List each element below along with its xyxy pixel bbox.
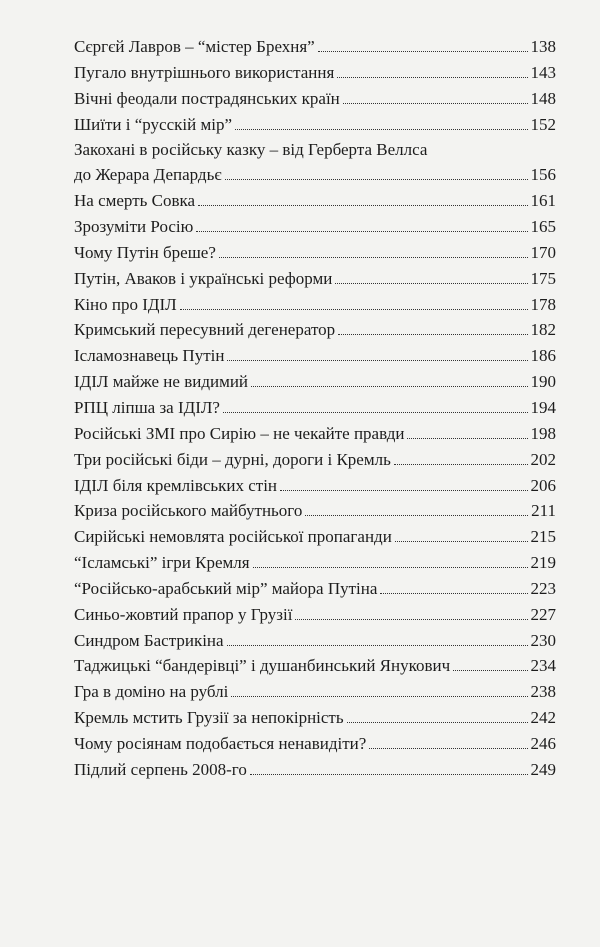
dot-leader: [253, 567, 528, 568]
toc-entry: [74, 268, 556, 289]
toc-entry-line: [74, 423, 556, 444]
toc-entry: [74, 630, 556, 651]
toc-entry: [74, 655, 556, 676]
toc-entry-page-number: 170: [530, 242, 556, 262]
toc-entry-title-line1: Закохані в російську казку – від Герберта Веллса: [74, 140, 428, 160]
toc-entry-line: [74, 475, 556, 496]
toc-entry: [74, 707, 556, 728]
toc-entry-page-number: 211: [531, 501, 556, 521]
toc-entry-line: [74, 526, 556, 547]
toc-entry-title: Чому росіянам подобається ненавидіти?: [74, 733, 367, 753]
toc-entry-line: [74, 345, 556, 366]
toc-entry-title: Підлий серпень 2008-го: [74, 759, 247, 779]
toc-entry: [74, 423, 556, 444]
toc-entry-line: [74, 733, 556, 754]
toc-entry-title: Синьо-жовтий прапор у Грузії: [74, 604, 293, 624]
toc-entry-title: Синдром Бастрикіна: [74, 630, 224, 650]
dot-leader: [337, 77, 527, 78]
toc-entry-page-number: 234: [530, 656, 556, 676]
toc-entry-line: [74, 397, 556, 418]
toc-entry: [74, 88, 556, 109]
dot-leader: [219, 257, 528, 258]
dot-leader: [295, 619, 527, 620]
toc-entry-line: [74, 294, 556, 315]
toc-entry-title: до Жерара Депардьє: [74, 165, 222, 185]
toc-entry-page-number: 215: [530, 527, 556, 547]
toc-entry-page-number: 190: [530, 372, 556, 392]
dot-leader: [251, 386, 527, 387]
toc-entry-page-number: 175: [530, 268, 556, 288]
dot-leader: [198, 205, 527, 206]
toc-entry-title: Таджицькі “бандерівці” і душанбинський Янукович: [74, 656, 451, 676]
toc-entry-page-number: 230: [530, 630, 556, 650]
toc-entry-title: РПЦ ліпша за ІДІЛ?: [74, 397, 220, 417]
toc-entry: [74, 139, 556, 185]
toc-entry: [74, 319, 556, 340]
dot-leader: [231, 696, 527, 697]
toc-entry-page-number: 219: [530, 553, 556, 573]
toc-entry-title: “Ісламські” ігри Кремля: [74, 553, 250, 573]
dot-leader: [235, 129, 528, 130]
toc-entry: [74, 190, 556, 211]
toc-entry: [74, 475, 556, 496]
toc-entry-title: “Російсько-арабський мір” майора Путіна: [74, 578, 378, 598]
toc-entry: [74, 733, 556, 754]
toc-entry-title: Путін, Аваков і українські реформи: [74, 268, 333, 288]
dot-leader: [395, 541, 528, 542]
toc-entry-title: Кіно про ІДІЛ: [74, 294, 177, 314]
table-of-contents: [74, 36, 556, 785]
toc-entry: [74, 36, 556, 57]
dot-leader: [369, 748, 527, 749]
toc-entry: [74, 371, 556, 392]
toc-entry-title: Чому Путін бреше?: [74, 242, 216, 262]
toc-entry: [74, 62, 556, 83]
toc-entry-line: [74, 655, 556, 676]
toc-entry: [74, 242, 556, 263]
dot-leader: [250, 774, 528, 775]
toc-entry-title: ІДІЛ майже не видимий: [74, 372, 249, 392]
toc-entry-page-number: 182: [530, 320, 556, 340]
dot-leader: [227, 360, 527, 361]
toc-entry-title: Пугало внутрішнього використання: [74, 62, 335, 82]
toc-entry-line: [74, 88, 556, 109]
dot-leader: [394, 464, 528, 465]
toc-entry: [74, 552, 556, 573]
dot-leader: [225, 179, 528, 180]
toc-entry-page-number: 249: [530, 759, 556, 779]
dot-leader: [407, 438, 527, 439]
toc-entry-title: ІДІЛ біля кремлівських стін: [74, 475, 278, 495]
dot-leader: [453, 670, 527, 671]
toc-entry-page-number: 242: [530, 708, 556, 728]
toc-entry: [74, 578, 556, 599]
dot-leader: [335, 283, 527, 284]
toc-entry: [74, 114, 556, 135]
toc-entry-page-number: 238: [530, 682, 556, 702]
dot-leader: [347, 722, 528, 723]
toc-entry-line: [74, 371, 556, 392]
toc-entry-page-number: 227: [530, 604, 556, 624]
toc-entry-line: [74, 36, 556, 57]
toc-entry: [74, 759, 556, 780]
toc-entry-page-number: 138: [530, 37, 556, 56]
toc-entry: [74, 681, 556, 702]
toc-entry-line: [74, 268, 556, 289]
toc-entry-page-number: 194: [530, 397, 556, 417]
toc-entry: [74, 216, 556, 237]
dot-leader: [280, 490, 527, 491]
toc-entry-page-number: 202: [530, 449, 556, 469]
toc-entry-page-number: 165: [530, 217, 556, 237]
toc-entry-title: Сирійські немовлята російської пропаганди: [74, 527, 392, 547]
dot-leader: [305, 515, 528, 516]
toc-entry-line: [74, 707, 556, 728]
toc-entry-title: Три російські біди – дурні, дороги і Кремль: [74, 449, 391, 469]
toc-entry: [74, 500, 556, 521]
toc-entry: [74, 604, 556, 625]
toc-entry-line: [74, 62, 556, 83]
toc-entry-title: Зрозуміти Росію: [74, 217, 194, 237]
dot-leader: [223, 412, 528, 413]
toc-entry-title: Сєргєй Лавров – “містер Брехня”: [74, 37, 315, 56]
toc-entry-page-number: 178: [530, 294, 556, 314]
toc-entry: [74, 526, 556, 547]
toc-entry: [74, 397, 556, 418]
toc-entry-title: Ісламознавець Путін: [74, 346, 225, 366]
dot-leader: [227, 645, 528, 646]
toc-entry-page-number: 152: [530, 114, 556, 134]
toc-entry-line: [74, 190, 556, 211]
toc-entry-line: [74, 681, 556, 702]
toc-entry: [74, 449, 556, 470]
toc-entry-line: [74, 630, 556, 651]
toc-entry-page-number: 148: [530, 88, 556, 108]
toc-entry-line: [74, 759, 556, 780]
toc-entry: [74, 345, 556, 366]
toc-entry-title: Гра в доміно на рублі: [74, 682, 229, 702]
toc-entry-page-number: 198: [530, 423, 556, 443]
toc-entry-line: [74, 242, 556, 263]
toc-entry-page-number: 223: [530, 578, 556, 598]
toc-entry-title: Російські ЗМІ про Сирію – не чекайте правди: [74, 423, 405, 443]
dot-leader: [318, 51, 528, 52]
toc-entry-line: [74, 604, 556, 625]
dot-leader: [180, 309, 528, 310]
toc-entry-line: [74, 552, 556, 573]
toc-entry: [74, 294, 556, 315]
toc-entry-first-line: [74, 139, 556, 160]
toc-entry-title: Шиїти і “русскій мір”: [74, 114, 232, 134]
toc-entry-page-number: 156: [530, 165, 556, 185]
toc-entry-line: [74, 449, 556, 470]
toc-entry-line: [74, 500, 556, 521]
toc-entry-title: Криза російського майбутнього: [74, 501, 303, 521]
toc-entry-page-number: 206: [530, 475, 556, 495]
dot-leader: [196, 231, 527, 232]
toc-entry-line: [74, 578, 556, 599]
toc-entry-page-number: 246: [530, 733, 556, 753]
toc-entry-title: На смерть Совка: [74, 191, 196, 211]
toc-entry-page-number: 186: [530, 346, 556, 366]
dot-leader: [380, 593, 527, 594]
toc-entry-page-number: 143: [530, 62, 556, 82]
toc-entry-title: Кримський пересувний дегенератор: [74, 320, 336, 340]
toc-entry-line: [74, 319, 556, 340]
toc-entry-title: Вічні феодали пострадянських країн: [74, 88, 340, 108]
toc-entry-line: [74, 114, 556, 135]
dot-leader: [338, 334, 527, 335]
toc-entry-line: [74, 164, 556, 185]
toc-entry-line: [74, 216, 556, 237]
toc-entry-title: Кремль мстить Грузії за непокірність: [74, 708, 344, 728]
toc-entry-page-number: 161: [530, 191, 556, 211]
dot-leader: [343, 103, 528, 104]
